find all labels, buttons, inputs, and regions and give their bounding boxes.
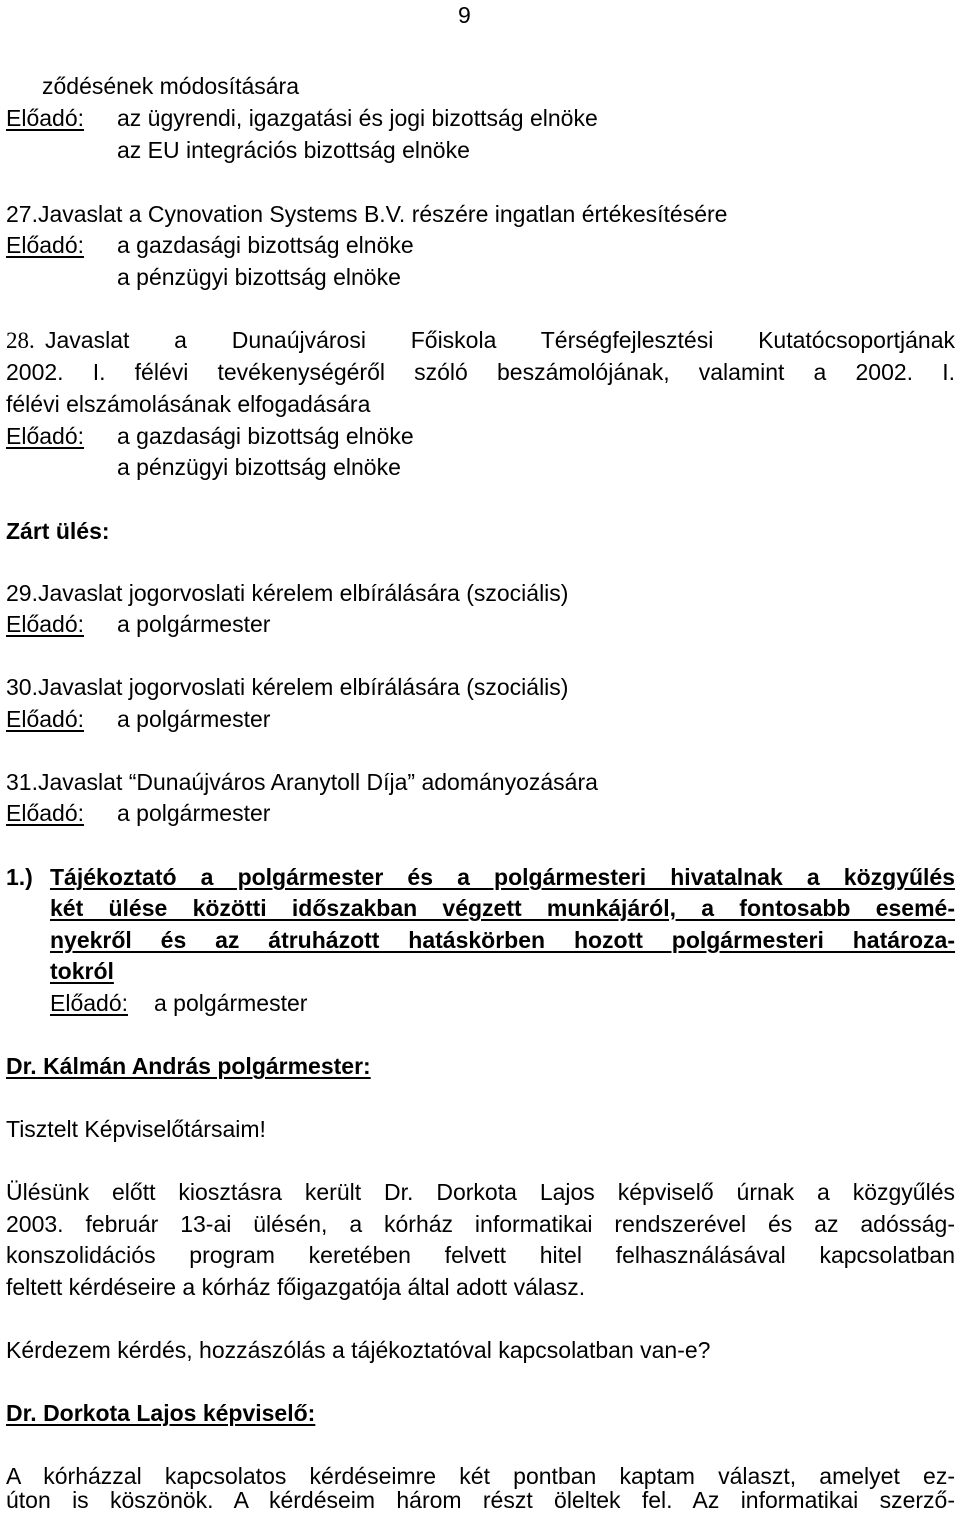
info-item-number: 1.) [6, 864, 33, 890]
greeting: Tisztelt Képviselőtársaim! [6, 1116, 266, 1142]
paragraph-1-line-1: Ülésünk előtt kiosztásra került Dr. Dorkota Lajos képviselő úrnak a közgyűlés [6, 1179, 955, 1205]
item30-title: 30.Javaslat jogorvoslati kérelem elbírálására (szociális) [6, 674, 569, 700]
info-item-line-3: nyekről és az átruházott hatáskörben hozott polgármesteri határoza- [50, 927, 955, 953]
item28-line-2: 2002. I. félévi tevékenységéről szóló beszámolójának, valamint a 2002. I. [6, 359, 955, 385]
item29-presenter-label [6, 609, 84, 640]
item26-presenter-2: az EU integrációs bizottság elnöke [117, 137, 470, 163]
item31-presenter: a polgármester [117, 800, 271, 826]
paragraph-2: Kérdezem kérdés, hozzászólás a tájékoztatóval kapcsolatban van-e? [6, 1337, 711, 1363]
info-presenter: a polgármester [154, 990, 308, 1016]
item28-line-1: Javaslat a Dunaújvárosi Főiskola Térségfejlesztési Kutatócsoportjának [45, 327, 955, 353]
speaker-heading-kalman: Dr. Kálmán András polgármester: [6, 1053, 371, 1079]
paragraph-3-line-1: A kórházzal kapcsolatos kérdéseimre két pontban kaptam választ, amelyet ez- [6, 1463, 955, 1489]
item27-presenter-label [6, 230, 84, 261]
item28-presenter-1: a gazdasági bizottság elnöke [117, 423, 414, 449]
presenter-label: Előadó: [6, 706, 85, 732]
item30-presenter-label [6, 704, 84, 735]
closed-session-heading: Zárt ülés: [6, 518, 110, 544]
item28-number: 28. [6, 328, 35, 353]
presenter-label: Előadó: [50, 990, 129, 1016]
item29-title: 29.Javaslat jogorvoslati kérelem elbírálására (szociális) [6, 580, 569, 606]
presenter-label: Előadó: [6, 232, 85, 258]
item30-presenter: a polgármester [117, 706, 271, 732]
item31-presenter-label [6, 798, 84, 829]
item31-title: 31.Javaslat “Dunaújváros Aranytoll Díja” adományozására [6, 769, 598, 795]
info-item-line-1: Tájékoztató a polgármester és a polgármesteri hivatalnak a közgyűlés [50, 864, 955, 890]
paragraph-1-line-3: konszolidációs program keretében felvett hitel felhasználásával kapcsolatban [6, 1242, 955, 1268]
info-item-line-2: két ülése közötti időszakban végzett munkájáról, a fontosabb esemé- [50, 895, 955, 921]
paragraph-1-line-4: feltett kérdéseire a kórház főigazgatója által adott válasz. [6, 1274, 586, 1300]
item27-presenter-1: a gazdasági bizottság elnöke [117, 232, 414, 258]
item27-title: 27.Javaslat a Cynovation Systems B.V. részére ingatlan értékesítésére [6, 201, 728, 227]
item29-presenter: a polgármester [117, 611, 271, 637]
item26-title-continuation: ződésének módosítására [42, 73, 299, 99]
presenter-label: Előadó: [6, 423, 85, 449]
item27-presenter-2: a pénzügyi bizottság elnöke [117, 264, 401, 290]
presenter-label: Előadó: [6, 105, 85, 131]
presenter-label: Előadó: [6, 800, 85, 826]
item26-presenter-label-u [6, 103, 84, 134]
item26-presenter-1: az ügyrendi, igazgatási és jogi bizottság elnöke [117, 105, 598, 131]
info-presenter-label [50, 988, 128, 1019]
page-number: 9 [458, 2, 471, 28]
item28-line-3: félévi elszámolásának elfogadására [6, 391, 371, 417]
info-item-line-4: tokról [50, 958, 114, 984]
speaker-heading-dorkota: Dr. Dorkota Lajos képviselő: [6, 1400, 316, 1426]
item28-presenter-label [6, 421, 84, 452]
item28-presenter-2: a pénzügyi bizottság elnöke [117, 454, 401, 480]
paragraph-1-line-2: 2003. február 13-ai ülésén, a kórház informatikai rendszerével és az adósság- [6, 1211, 955, 1237]
paragraph-3-line-2: úton is köszönök. A kérdéseim három részt öleltek fel. Az informatikai szerző- [6, 1487, 955, 1513]
presenter-label: Előadó: [6, 611, 85, 637]
